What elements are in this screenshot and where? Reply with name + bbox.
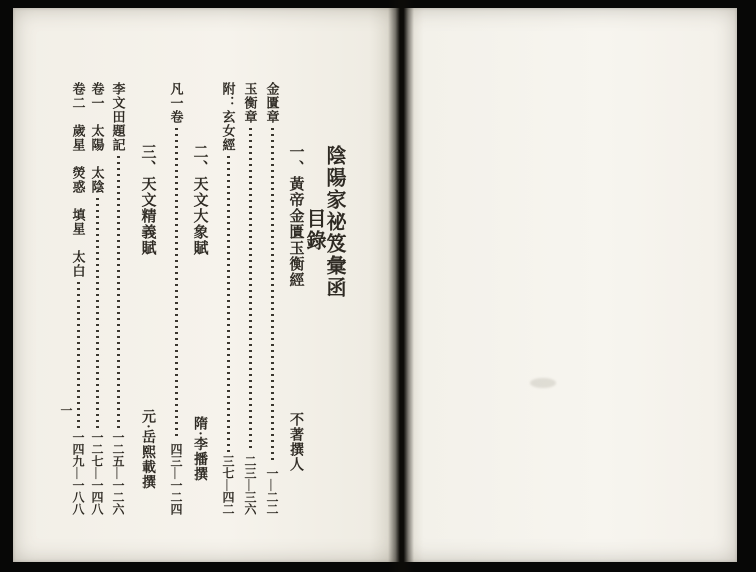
dotted-leader <box>227 156 230 452</box>
dotted-leader <box>77 282 80 428</box>
section-1-title: 一、黃帝金匱玉衡經 <box>287 144 304 288</box>
entry-pages: 一二五—一二六 <box>111 431 125 515</box>
entry-label: 李文田題記 <box>110 82 126 152</box>
section-3-author: 元·岳熙載撰 <box>140 409 155 490</box>
book-title: 陰陽家祕笈彙函 <box>323 145 345 299</box>
entry-pages: 三七—四二 <box>221 455 235 515</box>
section-1-author: 不著撰人 <box>288 412 303 472</box>
toc-entry-xuannv <box>218 82 238 515</box>
dotted-leader <box>249 128 252 452</box>
toc-heading: 目錄 <box>303 208 325 252</box>
toc-entry-liwentian <box>108 82 128 515</box>
toc-entry-fanyijuan <box>166 82 186 515</box>
entry-label: 附：玄女經 <box>220 82 236 152</box>
right-blank-page <box>400 8 737 562</box>
section-3-column <box>134 144 160 490</box>
folio-number: 一 <box>59 404 73 416</box>
title-column <box>303 116 345 328</box>
left-page <box>13 8 400 562</box>
toc-entry-juan1 <box>87 82 107 515</box>
entry-label: 凡一卷 <box>168 82 184 124</box>
dotted-leader <box>175 128 178 440</box>
dotted-leader <box>117 156 120 428</box>
entry-pages: 一四九—一八八 <box>71 431 85 515</box>
section-1-column <box>282 144 308 472</box>
entry-pages: 二三—三六 <box>243 455 257 515</box>
toc-entry-juan2 <box>68 82 88 515</box>
section-2-title: 二、天文大象賦 <box>191 144 208 256</box>
scan-smudge <box>530 378 556 388</box>
section-3-title: 三、天文精義賦 <box>139 144 156 256</box>
section-2-author: 隋·李播撰 <box>192 416 207 482</box>
entry-pages: 四三—一二四 <box>169 443 183 515</box>
entry-label: 卷一 太陽 太陰 <box>89 82 105 194</box>
toc-entry-jingui <box>262 82 282 515</box>
dotted-leader <box>271 128 274 464</box>
toc-entry-yuheng <box>240 82 260 515</box>
entry-pages: 一—二二 <box>265 467 279 515</box>
entry-label: 金匱章 <box>264 82 280 124</box>
entry-label: 卷二 歲星 熒惑 填星 太白 <box>70 82 86 278</box>
section-2-column <box>186 144 212 482</box>
dotted-leader <box>96 198 99 428</box>
book-gutter <box>388 0 414 572</box>
entry-pages: 一二七—一四八 <box>90 431 104 515</box>
entry-label: 玉衡章 <box>242 82 258 124</box>
